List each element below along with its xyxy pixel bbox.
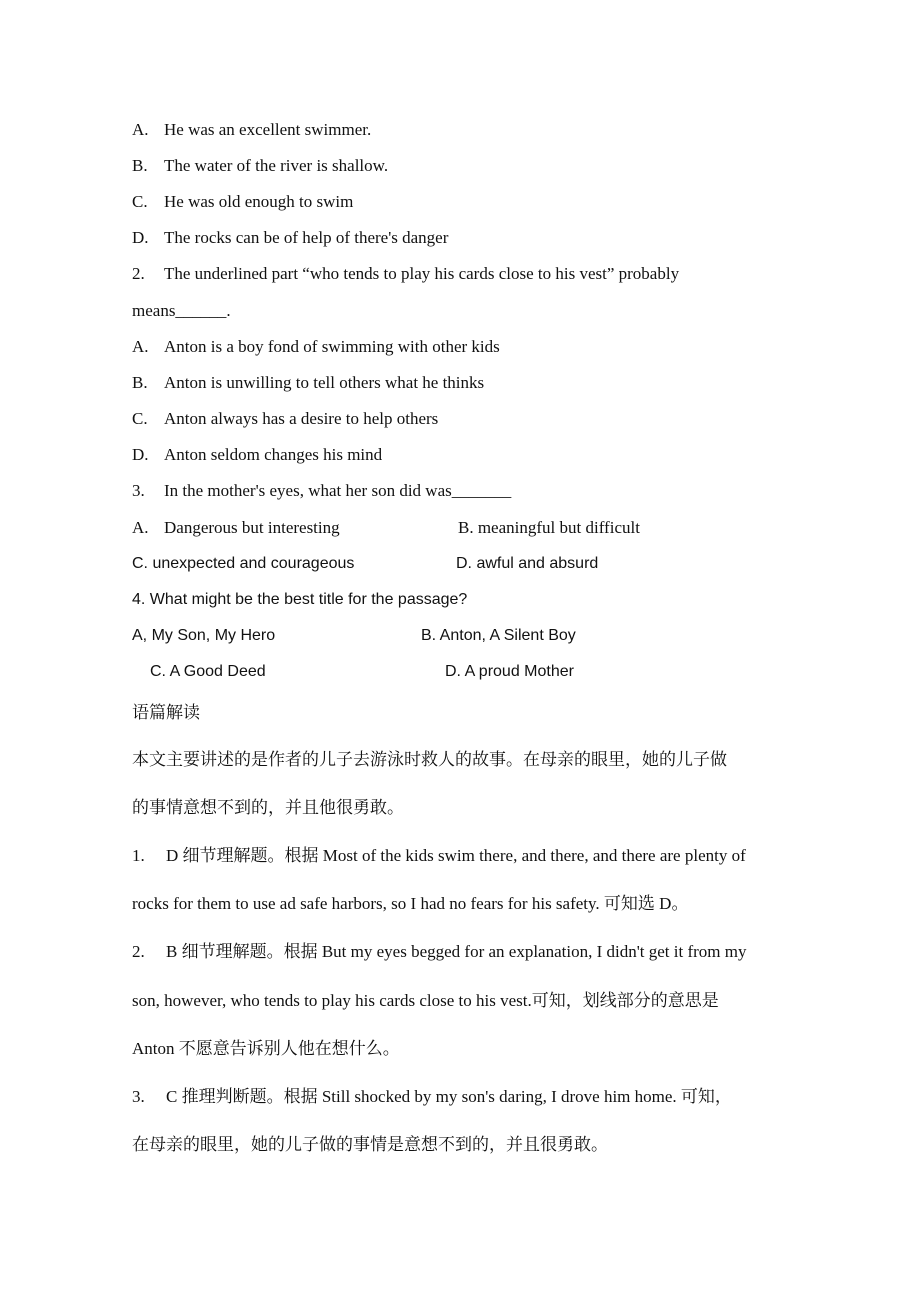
q4-option-b: B. Anton, A Silent Boy — [421, 627, 576, 644]
q2-option-d: D. Anton seldom changes his mind — [132, 445, 383, 464]
q4-option-d: D. A proud Mother — [445, 663, 574, 680]
q2-stem: 2. The underlined part “who tends to play his cards close to his vest” probably — [132, 264, 680, 283]
analysis-summary-line1: 本文主要讲述的是作者的儿子去游泳时救人的故事。在母亲的眼里，她的儿子做 — [132, 750, 727, 770]
q1-option-c: C. He was old enough to swim — [132, 192, 354, 211]
q3-option-c: C. unexpected and courageous — [132, 555, 355, 572]
answer-3-line2: 在母亲的眼里，她的儿子做的事情是意想不到的，并且很勇敢。 — [132, 1135, 608, 1155]
answer-1-line2: rocks for them to use ad safe harbors, so I had no fears for his safety. 可知选 D。 — [132, 894, 689, 913]
q4-stem: 4. What might be the best title for the passage? — [132, 591, 468, 608]
q3-option-a: A. Dangerous but interesting — [132, 518, 340, 537]
q1-option-b: B. The water of the river is shallow. — [132, 156, 389, 175]
q3-stem: 3. In the mother's eyes, what her son did was_______ — [132, 481, 512, 500]
q3-option-d: D. awful and absurd — [456, 555, 599, 572]
analysis-heading: 语篇解读 — [132, 703, 200, 723]
q2-option-c: C. Anton always has a desire to help others — [132, 409, 439, 428]
q2-option-a: A. Anton is a boy fond of swimming with other kids — [132, 337, 500, 356]
answer-3-line1: 3. C 推理判断题。根据 Still shocked by my son's daring, I drove him home. 可知， — [132, 1087, 732, 1106]
q2-option-b: B. Anton is unwilling to tell others what he thinks — [132, 373, 485, 392]
q4-option-a: A, My Son, My Hero — [132, 627, 276, 644]
q1-option-d: D. The rocks can be of help of there's danger — [132, 228, 449, 247]
q1-option-a: A. He was an excellent swimmer. — [132, 120, 372, 139]
q4-option-c: C. A Good Deed — [150, 663, 266, 680]
answer-1-line1: 1. D 细节理解题。根据 Most of the kids swim there, and there, and there are plenty of — [132, 846, 746, 865]
answer-2-line2: son, however, who tends to play his cards close to his vest.可知，划线部分的意思是 — [132, 991, 719, 1010]
analysis-summary-line2: 的事情意想不到的，并且他很勇敢。 — [132, 798, 404, 818]
q2-stem-cont: means______. — [132, 301, 231, 320]
answer-2-line1: 2. B 细节理解题。根据 But my eyes begged for an explanation, I didn't get it from my — [132, 942, 747, 961]
answer-2-line3: Anton 不愿意告诉别人他在想什么。 — [132, 1039, 400, 1058]
q3-option-b: B. meaningful but difficult — [458, 518, 640, 537]
